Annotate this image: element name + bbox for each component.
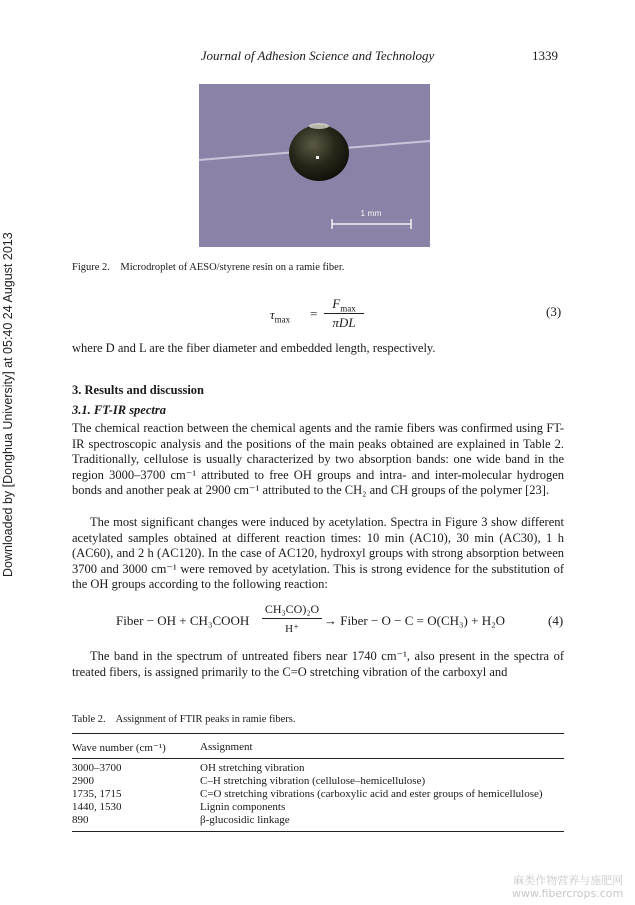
cell-assignment: OH stretching vibration [200,762,305,774]
paragraph-2: The most significant changes were induced by acetylation. Spectra in Figure 3 show different acetylated samples obtained at different reaction times: 10 min (AC10), 30 min (AC30), 1 h (AC60), and 2 h (AC120). In the case of AC120, hydroxyl groups with strong absorption between 3700 and 3000 cm⁻¹ were removed by acetylation. This is strong evidence for the substitution of the OH groups according to the following reaction: [72,515,564,592]
section-heading-3-1: 3.1. FT-IR spectra [72,403,166,417]
table-caption-label: Table 2. [72,714,106,725]
figure-caption-label: Figure 2. [72,262,110,273]
table-header-rule [72,758,564,759]
ftir-table [72,733,564,833]
equation-4-products: → Fiber − O − C = O(CH₃) + H₂O [324,613,506,628]
cell-wave-number: 3000–3700 [72,762,122,774]
section-heading-3: 3. Results and discussion [72,383,204,397]
cell-wave-number: 890 [72,814,89,826]
cell-assignment: C–H stretching vibration (cellulose–hemicellulose) [200,775,426,787]
equation-4-number: (4) [548,613,564,628]
scale-label: 1 mm [360,208,382,218]
cell-assignment: C=O stretching vibrations (carboxylic acid and ester groups of hemicellulose) [200,788,543,800]
cell-wave-number: 2900 [72,775,94,787]
download-notice: Downloaded by [Donghua University] at 05:40 24 August 2013 [1,232,15,577]
cell-wave-number: 1735, 1715 [72,788,122,800]
table-row [72,801,564,814]
cell-assignment: Lignin components [200,801,286,813]
journal-title: Journal of Adhesion Science and Technology [200,48,435,63]
resin-droplet [289,125,349,181]
table-caption-text: Assignment of FTIR peaks in ramie fibers. [115,714,296,725]
header-wave-number: Wave number (cm⁻¹) [72,742,166,754]
figure-microdroplet-photo [199,84,430,247]
equation-3-explanation: where D and L are the fiber diameter and embedded length, respectively. [72,341,436,355]
paragraph-3: The band in the spectrum of untreated fibers near 1740 cm⁻¹, also present in the spectra of treated fibers, is assigned primarily to the C=O stretching vibration of the carboxyl and [72,649,564,679]
paragraph-1: The chemical reaction between the chemical agents and the ramie fibers was confirmed using FT-IR spectroscopic analysis and the positions of the main peaks obtained are explained in Table 2. Traditionally, cellulose is usually characterized by two absorption bands: one wide band in the region 3000–3700 cm⁻¹ attributed to free OH groups and intra- and inter-molecular hydrogen bonds and another peak at 2900 cm⁻¹ attributed to the CH₂ and CH groups of the polymer [23]. [72,421,564,498]
equation-4-reactants: Fiber − OH + CH₃COOH [116,613,250,628]
page-number: 1339 [532,48,558,63]
header-assignment: Assignment [200,741,253,753]
figure-caption [72,262,344,273]
equation-3: $\tau_{max}$ = $F_{max}$ πDL [270,296,370,332]
watermark-line-2: www.fibercrops.com [512,887,624,900]
table-row [72,814,564,827]
equation-4 [116,602,536,642]
table-row [72,762,564,775]
cell-wave-number: 1440, 1530 [72,801,122,813]
equation-4-catalyst-bottom: H⁺ [285,623,299,635]
table-caption [72,714,296,725]
table-header-row [72,741,564,754]
table-row [72,775,564,788]
equation-4-catalyst-top: CH₃CO)₂O [264,602,320,616]
watermark [512,874,623,900]
cell-assignment: β-glucosidic linkage [200,814,290,826]
table-row [72,788,564,801]
equation-3-number: (3) [546,304,562,319]
figure-caption-text: Microdroplet of AESO/styrene resin on a ramie fiber. [120,262,345,273]
table-top-rule [72,733,564,734]
watermark-line-1: 麻类作物营养与施肥网 [513,874,624,887]
microdroplet-illustration [199,84,430,247]
table-bottom-rule [72,831,564,832]
